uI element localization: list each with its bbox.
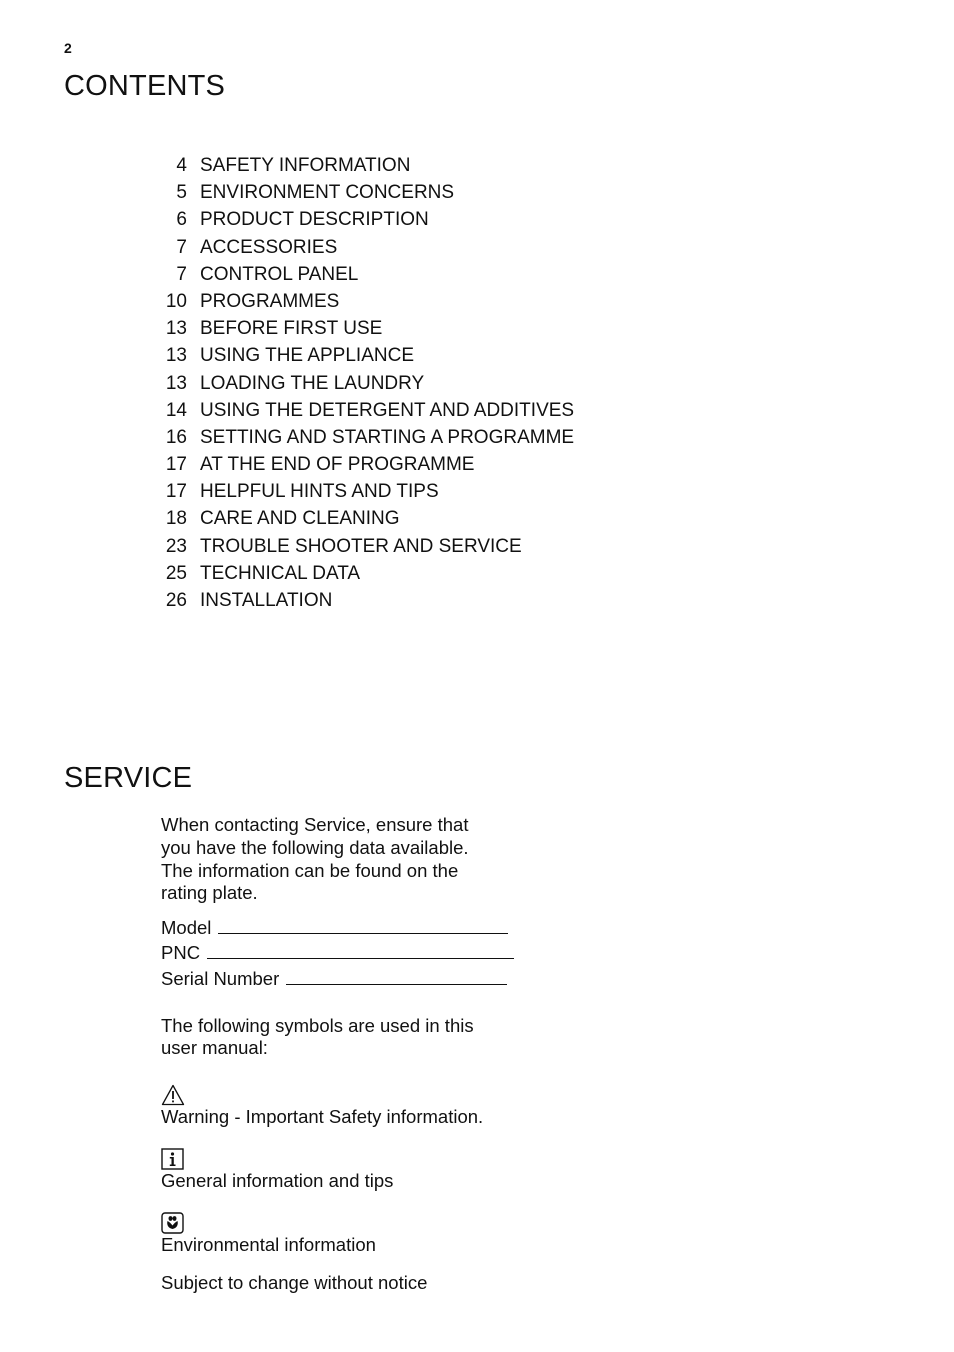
toc-label: TROUBLE SHOOTER AND SERVICE [200, 535, 522, 557]
toc-page-number: 10 [165, 290, 187, 312]
toc-page-number: 14 [165, 399, 187, 421]
toc-item [150, 342, 670, 369]
toc-page-number: 13 [165, 345, 187, 367]
intro-line: When contacting Service, ensure that [161, 814, 469, 835]
toc-item [150, 533, 670, 560]
toc-page-number: 6 [176, 209, 187, 231]
intro-line: rating plate. [161, 882, 258, 904]
symbols-intro [161, 1015, 541, 1061]
toc-page-number: 13 [165, 372, 187, 394]
symbols-intro-line: The following symbols are used in this [161, 1014, 474, 1036]
toc-page-number: 23 [165, 535, 187, 557]
toc-page-number: 17 [165, 481, 187, 503]
toc-page-number: 26 [165, 590, 187, 611]
toc-page-number: 16 [165, 426, 187, 448]
serial-number-label: Serial Number [161, 967, 280, 989]
contents-title: CONTENTS [64, 70, 226, 102]
toc-item [150, 179, 670, 206]
toc-page-number: 17 [165, 454, 187, 476]
intro-line: The information can be found on the [161, 859, 459, 881]
toc-item [150, 397, 670, 424]
environment-symbol-text: Environmental information [161, 1234, 376, 1256]
toc-item [150, 261, 670, 288]
environment-symbol-block [161, 1212, 541, 1256]
toc-label: SAFETY INFORMATION [200, 155, 411, 176]
toc-item [150, 587, 670, 614]
pnc-write-line [207, 957, 514, 959]
info-symbol-block [161, 1148, 541, 1192]
toc-label: CONTROL PANEL [200, 263, 359, 285]
toc-page-number: 25 [165, 562, 187, 584]
toc-page-number: 18 [165, 508, 187, 530]
toc-page-number: 5 [176, 182, 187, 204]
service-section [161, 814, 541, 1294]
model-field [161, 913, 541, 939]
toc-page-number: 13 [165, 318, 187, 340]
info-icon [161, 1148, 185, 1170]
intro-line: you have the following data available. [161, 836, 469, 858]
toc-item [150, 315, 670, 342]
toc-label: USING THE DETERGENT AND ADDITIVES [200, 399, 575, 421]
toc-label: PROGRAMMES [200, 290, 340, 312]
page-number: 2 [64, 40, 72, 56]
toc-item [150, 288, 670, 315]
toc-label: USING THE APPLIANCE [200, 345, 414, 367]
toc-label: ENVIRONMENT CONCERNS [200, 182, 455, 204]
pnc-label: PNC [161, 942, 201, 964]
warning-symbol-text: Warning - Important Safety information. [161, 1106, 484, 1128]
symbols-intro-line: user manual: [161, 1037, 268, 1059]
pnc-field [161, 939, 541, 965]
serial-number-write-line [286, 983, 507, 985]
table-of-contents [150, 152, 670, 614]
serial-number-field [161, 964, 541, 990]
toc-page-number: 4 [176, 155, 187, 176]
toc-label: HELPFUL HINTS AND TIPS [200, 481, 439, 503]
toc-page-number: 7 [176, 263, 187, 285]
toc-label: ACCESSORIES [200, 236, 338, 258]
toc-item [150, 478, 670, 505]
change-notice: Subject to change without notice [161, 1272, 428, 1294]
toc-label: INSTALLATION [200, 590, 333, 611]
toc-label: AT THE END OF PROGRAMME [200, 454, 475, 476]
model-label: Model [161, 916, 212, 938]
toc-item [150, 505, 670, 532]
warning-symbol-block [161, 1084, 541, 1128]
toc-label: LOADING THE LAUNDRY [200, 372, 425, 394]
warning-triangle-icon [161, 1084, 185, 1106]
toc-page-number: 7 [176, 236, 187, 258]
toc-label: BEFORE FIRST USE [200, 318, 383, 340]
toc-label: CARE AND CLEANING [200, 508, 400, 530]
environment-flower-icon [161, 1212, 185, 1234]
info-symbol-text: General information and tips [161, 1170, 394, 1192]
service-title: SERVICE [64, 762, 193, 794]
toc-item [150, 451, 670, 478]
toc-label: TECHNICAL DATA [200, 562, 361, 584]
toc-item [150, 206, 670, 233]
toc-item [150, 152, 670, 179]
toc-item [150, 370, 670, 397]
toc-item [150, 234, 670, 261]
toc-item [150, 560, 670, 587]
toc-label: SETTING AND STARTING A PROGRAMME [200, 426, 575, 448]
model-write-line [218, 932, 508, 934]
toc-item [150, 424, 670, 451]
toc-label: PRODUCT DESCRIPTION [200, 209, 429, 231]
service-intro [161, 814, 541, 905]
